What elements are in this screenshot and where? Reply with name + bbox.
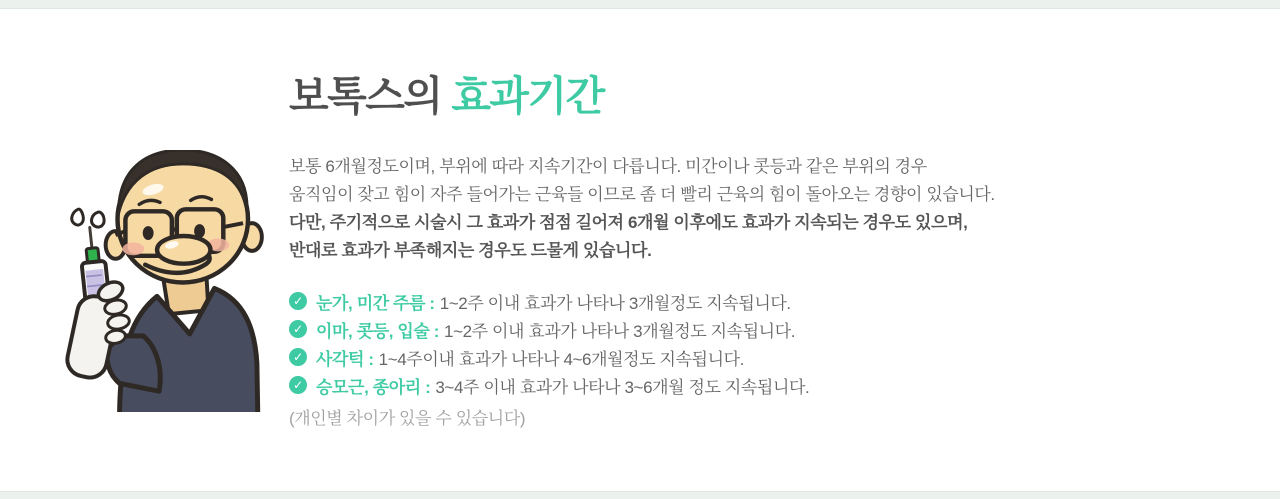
list-item-desc: 1~2주 이내 효과가 나타나 3개월정도 지속됩니다. [439,293,791,313]
check-icon: ✓ [289,320,307,338]
intro-line-1: 보통 6개월정도이며, 부위에 따라 지속기간이 다릅니다. 미간이나 콧등과 같은 부위의 경우 [289,157,927,177]
page-title [289,74,1169,119]
droplet-left [72,209,84,225]
page-title-prefix: 보톡스의 [289,73,452,119]
list-item-desc: 1~4주이내 효과가 나타나 4~6개월정도 지속됩니다. [378,349,744,369]
doctor-illustration-svg [57,150,267,412]
bottom-border-band [0,491,1280,499]
check-icon: ✓ [289,376,307,394]
content-column [289,74,1169,429]
top-border-band [0,0,1280,9]
droplet-right [92,212,105,227]
list-item-label: 승모근, 종아리 : [316,377,431,397]
check-icon: ✓ [289,292,307,310]
intro-paragraph [289,153,1169,265]
list-item-label: 사각턱 : [316,349,374,369]
list-item-label: 이마, 콧등, 입술 : [316,321,440,341]
individual-difference-note: (개인별 차이가 있을 수 있습니다) [289,409,526,429]
duration-checklist [289,287,1169,399]
intro-line-3: 다만, 주기적으로 시술시 그 효과가 점점 길어져 6개월 이후에도 효과가 지속되는 경우도 있으며, [289,213,968,233]
list-item-label: 눈가, 미간 주름 : [316,293,435,313]
list-item [289,287,1169,315]
doctor-eye-left [143,226,154,240]
list-item [289,371,1169,399]
page-title-accent: 효과기간 [451,73,604,119]
intro-line-2: 움직임이 잦고 힘이 자주 들어가는 근육들 이므로 좀 더 빨리 근육의 힘이 돌아오는 경향이 있습니다. [289,185,995,205]
list-item [289,315,1169,343]
list-item-desc: 3~4주 이내 효과가 나타나 3~6개월 정도 지속됩니다. [435,377,810,397]
intro-line-4: 반대로 효과가 부족해지는 경우도 드물게 있습니다. [289,241,652,261]
doctor-with-syringe-illustration [57,150,267,412]
doctor-nose [157,236,210,264]
list-item-desc: 1~2주 이내 효과가 나타나 3개월정도 지속됩니다. [444,321,796,341]
glasses-bridge [172,229,177,231]
list-item [289,343,1169,371]
doctor-blush-left [122,242,144,255]
check-icon: ✓ [289,348,307,366]
